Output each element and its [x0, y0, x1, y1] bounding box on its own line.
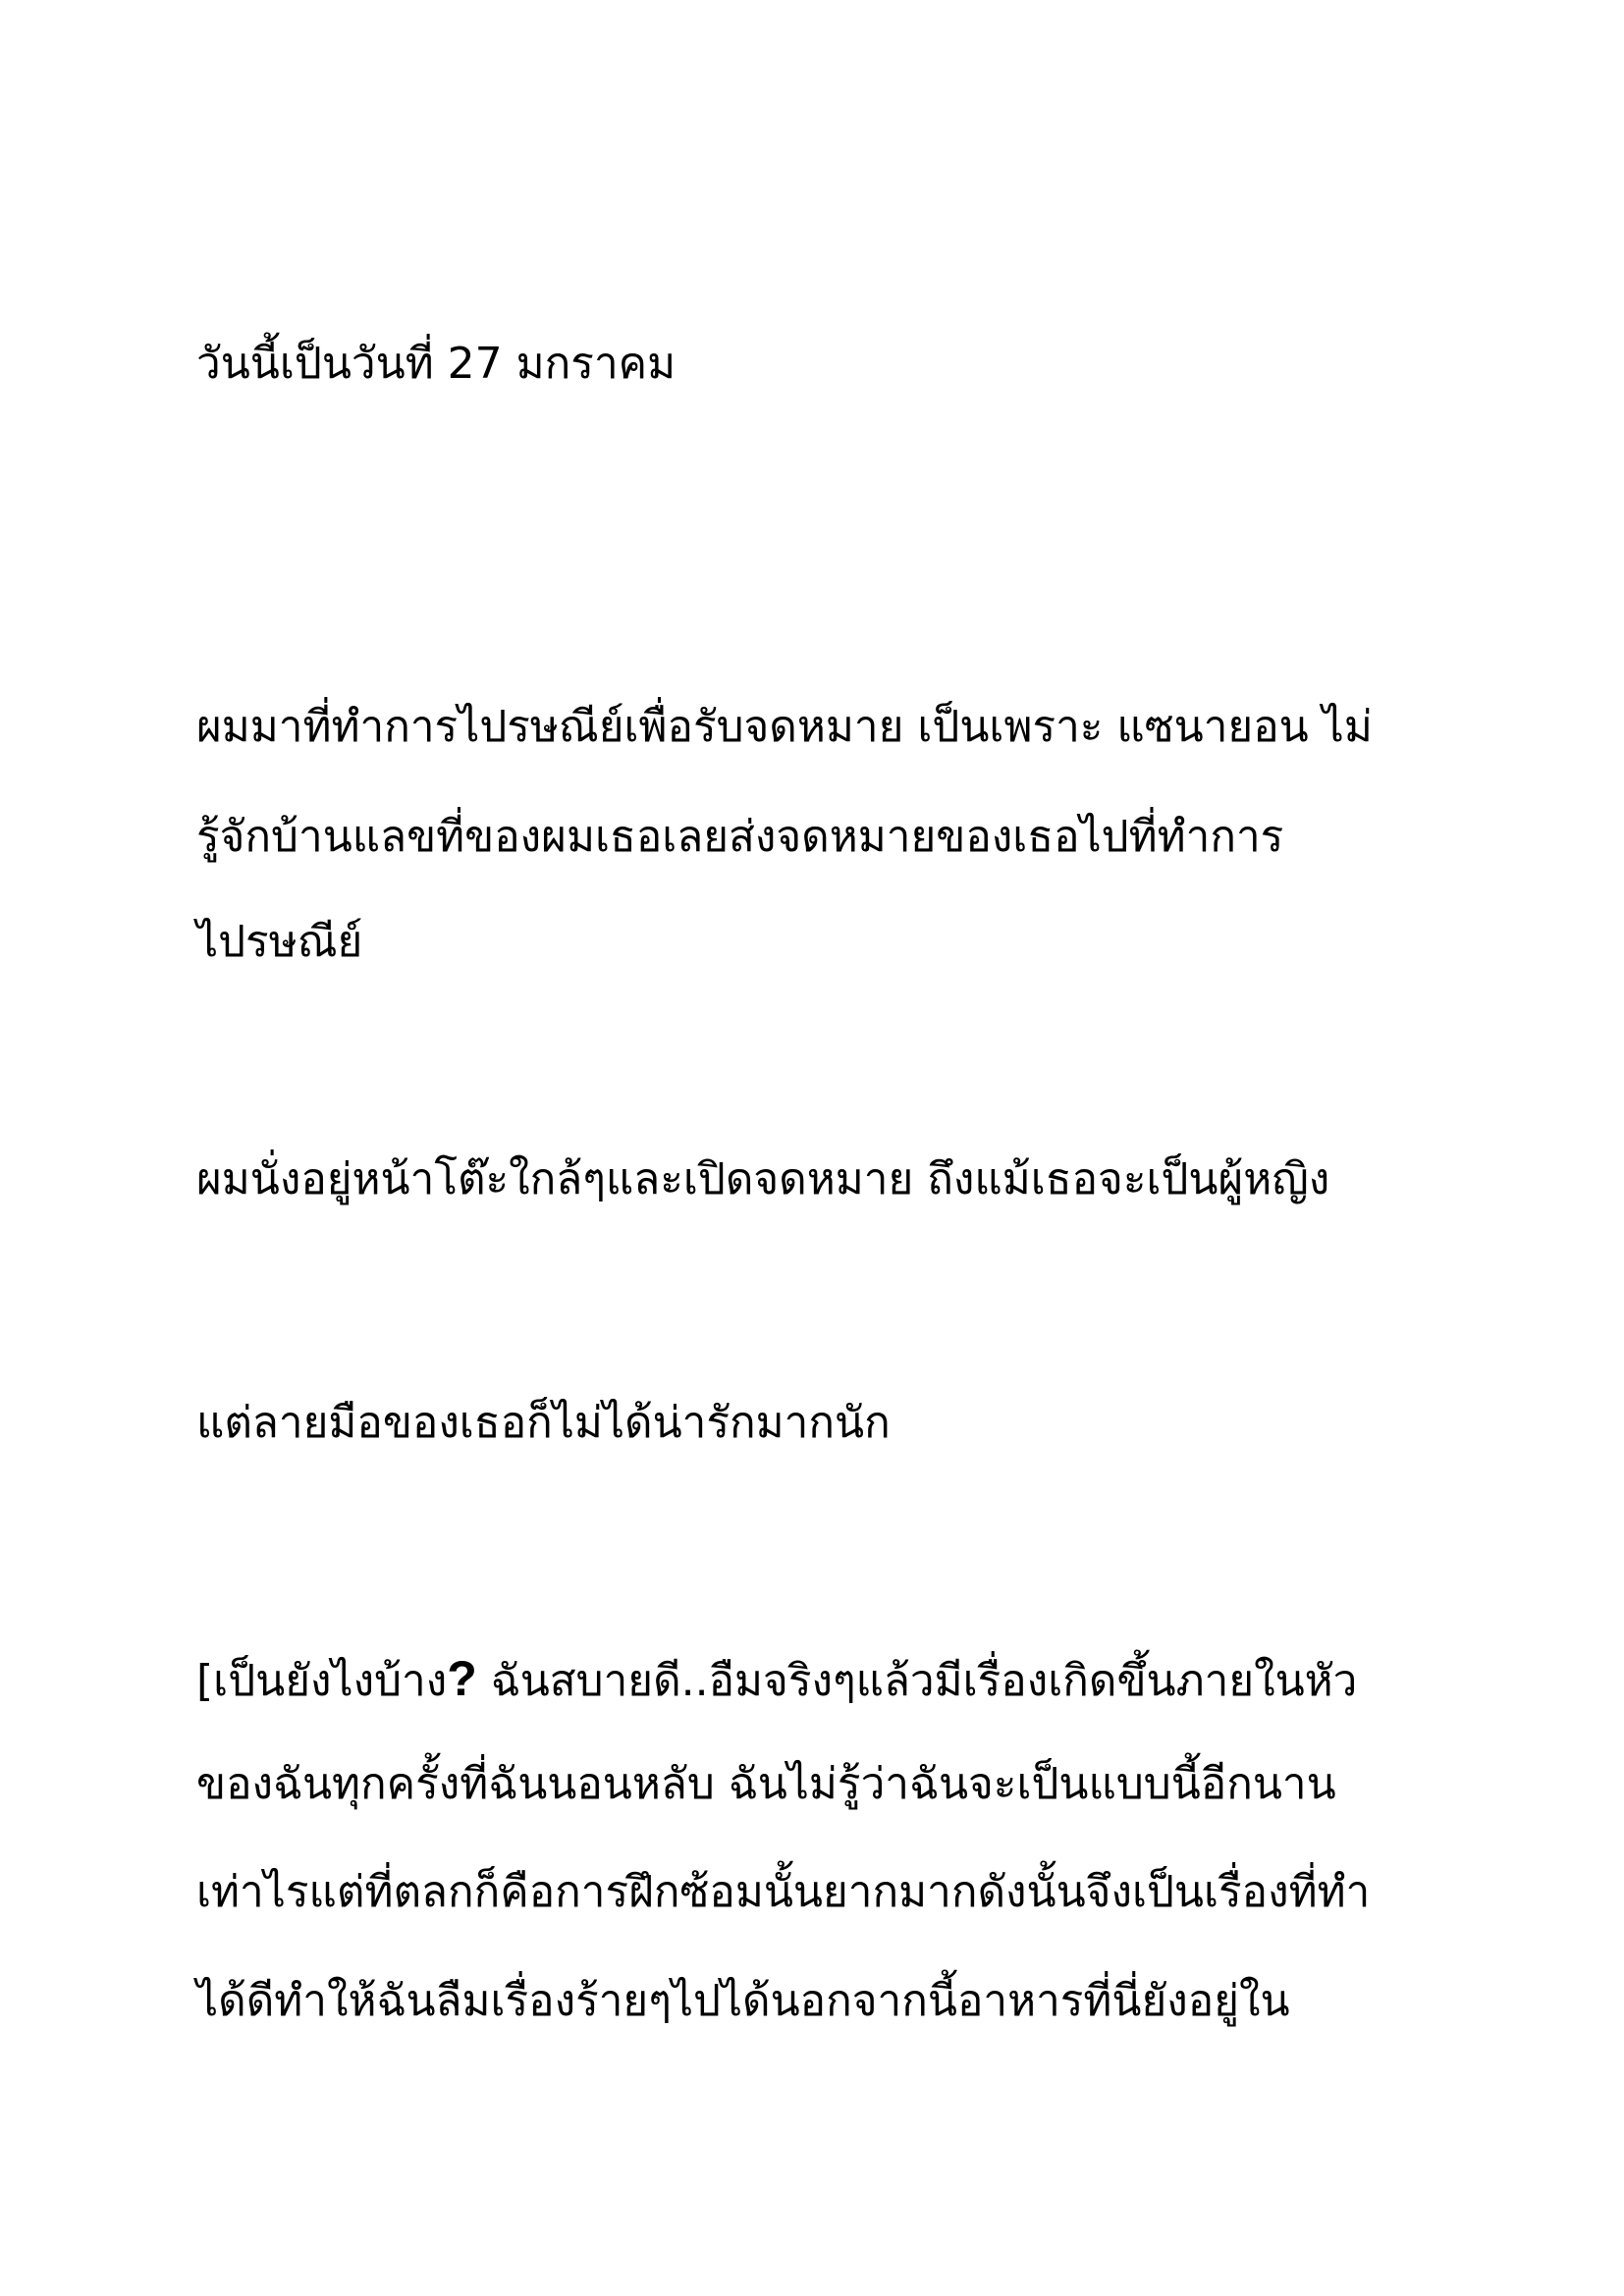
question-mark: ?: [447, 1651, 477, 1706]
paragraph-line: รู้จักบ้านแลขที่ของผมเธอเลยส่งจดหมายของเธอไปที่ทำการ: [196, 812, 1284, 862]
paragraph-line: แต่ลายมือของเธอก็ไม่ได้น่ารักมากนัก: [196, 1398, 891, 1448]
letter-line-end: ฉันสบายดี..อืมจริงๆแล้วมีเรื่องเกิดขึ้นภายในหัว: [476, 1656, 1358, 1706]
paragraph-line: ไปรษณีย์: [196, 917, 363, 967]
letter-line: [196, 1651, 1358, 1706]
letter-line-start: [เป็นยังไงบ้าง: [196, 1656, 448, 1706]
letter-line: เท่าไรแต่ที่ตลกก็คือการฝึกซ้อมนั้นยากมากดังนั้นจึงเป็นเรื่องที่ทำ: [196, 1867, 1371, 1917]
letter-line: ได้ดีทำให้ฉันลืมเรื่องร้ายๆไปได้นอกจากนี้อาหารที่นี่ยังอยู่ใน: [196, 1976, 1290, 2026]
letter-line: ของฉันทุกครั้งที่ฉันนอนหลับ ฉันไม่รู้ว่าฉันจะเป็นแบบนี้อีกนาน: [196, 1759, 1336, 1809]
date-line: วันนี้เป็นวันที่ 27 มกราคม: [196, 339, 677, 389]
paragraph-line: ผมนั่งอยู่หน้าโต๊ะใกล้ๆและเปิดจดหมาย ถึงแม้เธอจะเป็นผู้หญิง: [196, 1154, 1330, 1204]
paragraph-line: ผมมาที่ทำการไปรษณีย์เพื่อรับจดหมาย เป็นเพราะ แซนายอน ไม่: [196, 702, 1373, 752]
